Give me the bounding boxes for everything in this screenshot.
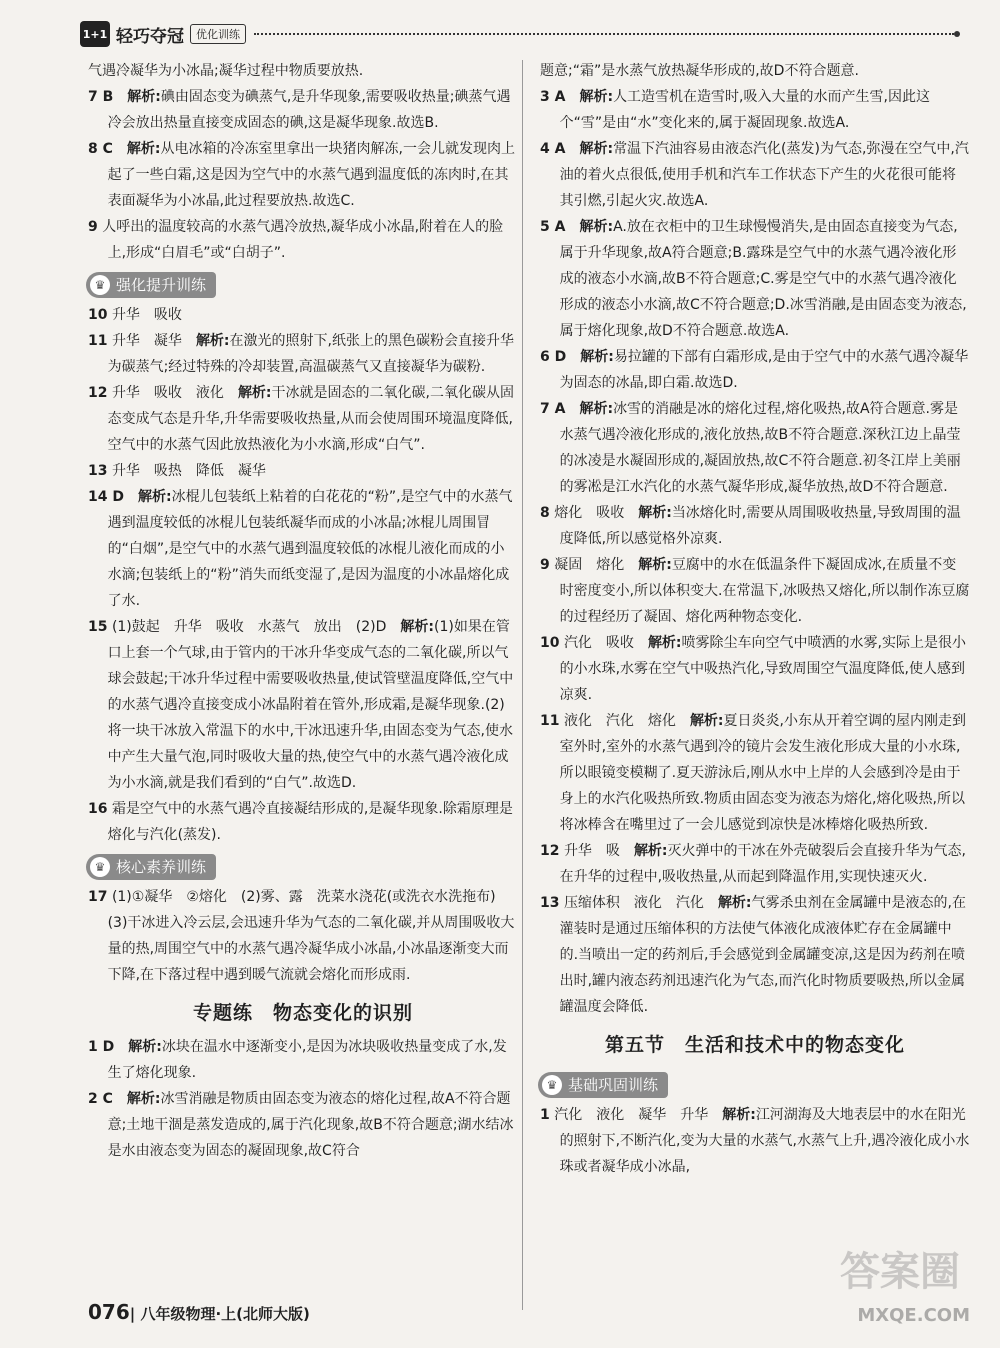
chapter-title-section5: 第五节 生活和技术中的物态变化: [604, 1034, 905, 1056]
book-title: 八年级物理·上(北师大版): [140, 1305, 310, 1323]
section-tag-basic: ♛ 基础巩固训练: [538, 1072, 668, 1098]
section-tag-strengthen: ♛ 强化提升训练: [86, 272, 216, 298]
special-answer-12: 12 升华 吸 解析:灭火弹中的干冰在外壳破裂后会直接升华为气态,在升华的过程中,吸收热量,从而起到降温作用,实现快速灭火.: [540, 843, 966, 885]
answer-15: 15 (1)鼓起 升华 吸收 水蒸气 放出 (2)D 解析:(1)如果在管口上套一个气球,由于管内的干冰升华变成气态的二氧化碳,所以气球会鼓起;干冰升华过程中需要吸收热量,使试管壁温度降低,空气中的水蒸气遇冷直接变成小冰晶附着在管外,形成霜,是凝华现象.(2)将一块干冰放入常温下的水中,干冰迅速升华,由固态变为气态,使水中产生大量气泡,同时吸收大量的热,使空气中的水蒸气遇冷液化成为小水滴,就是我们看到的“白气”.故选D.: [88, 619, 514, 791]
continued-text: 题意;“霜”是水蒸气放热凝华形成的,故D不符合题意.: [540, 63, 859, 79]
answer-13: 13 升华 吸热 降低 凝华: [88, 463, 266, 479]
answer-12: 12 升华 吸收 液化 解析:干冰就是固态的二氧化碳,二氧化碳从固态变成气态是升华,升华需要吸收热量,从而会使周围环境温度降低,空气中的水蒸气因此放热液化为小水滴,形成“白气”.: [88, 385, 514, 453]
right-column: [540, 58, 970, 1180]
left-column: [88, 58, 518, 1164]
special-answer-11: 11 液化 汽化 熔化 解析:夏日炎炎,小东从开着空调的屋内刚走到室外时,室外的水蒸气遇到冷的镜片会发生液化形成大量的小水珠,所以眼镜变模糊了.夏天游泳后,刚从水中上岸的人会感到冷是由于身上的水汽化吸热所致.物质由固态变为液态为熔化,熔化吸热,所以将冰棒含在嘴里过了一会儿感觉到凉快是冰棒熔化吸热所致.: [540, 713, 966, 833]
special-answer-9: 9 凝固 熔化 解析:豆腐中的水在低温条件下凝固成冰,在质量不变时密度变小,所以体积变大.在常温下,冰吸热又熔化,所以制作冻豆腐的过程经历了凝固、熔化两种物态变化.: [540, 557, 970, 625]
special-answer-8: 8 熔化 吸收 解析:当冰熔化时,需要从周围吸收热量,导致周围的温度降低,所以感觉格外凉爽.: [540, 505, 961, 547]
special-answer-1: 1 D 解析:冰块在温水中逐渐变小,是因为冰块吸收热量变成了水,发生了熔化现象.: [88, 1039, 507, 1081]
answer-17: 17 (1)①凝华 ②熔化 (2)雾、露 洗菜水浇花(或洗衣水洗拖布) (3)干冰进入冷云层,会迅速升华为气态的二氧化碳,并从周围吸收大量的热,周围空气中的水蒸气遇冷凝华成小冰晶,小冰晶逐渐变大而下降,在下落过程中遇到暖气流就会熔化而形成雨.: [88, 889, 515, 983]
crown-icon: ♛: [90, 275, 110, 295]
page-number: 076: [88, 1300, 130, 1324]
page-header: [80, 20, 960, 48]
special-answer-4: 4 A 解析:常温下汽油容易由液态汽化(蒸发)为气态,弥漫在空气中,汽油的着火点很低,使用手机和汽车工作状态下产生的火花很可能将其引燃,引起火灾.故选A.: [540, 141, 969, 209]
answer-14: 14 D 解析:冰棍儿包装纸上粘着的白花花的“粉”,是空气中的水蒸气遇到温度较低的冰棍儿包装纸凝华而成的小冰晶;冰棍儿周围冒的“白烟”,是空气中的水蒸气遇到温度较低的冰棍儿液化而成的小水滴;包装纸上的“粉”消失而纸变湿了,是因为温度的小冰晶熔化成了水.: [88, 489, 513, 609]
watermark-url: MXQE.COM: [857, 1305, 970, 1326]
header-rule: [254, 33, 954, 35]
continued-text: 气遇冷凝华为小冰晶;凝华过程中物质要放热.: [88, 63, 364, 79]
answer-8: 8 C 解析:从电冰箱的冷冻室里拿出一块猪肉解冻,一会儿就发现肉上起了一些白霜,这是因为空气中的水蒸气遇到温度低的冻肉时,在其表面凝华为小冰晶,此过程要放热.故选C.: [88, 141, 515, 209]
answer-7: 7 B 解析:碘由固态变为碘蒸气,是升华现象,需要吸收热量;碘蒸气遇冷会放出热量直接变成固态的碘,这是凝华现象.故选B.: [88, 89, 511, 131]
brand-name: 轻巧夺冠: [116, 26, 184, 47]
answer-9: 9 人呼出的温度较高的水蒸气遇冷放热,凝华成小冰晶,附着在人的脸上,形成“白眉毛”或“白胡子”.: [88, 219, 504, 261]
brand-logo-icon: 1+1: [80, 21, 110, 47]
header-dot: [954, 31, 960, 37]
special-answer-5: 5 A 解析:A.放在衣柜中的卫生球慢慢消失,是由固态直接变为气态,属于升华现象,故A符合题意;B.露珠是空气中的水蒸气遇冷液化形成的液态小水滴,故B不符合题意;C.雾是空气中的水蒸气遇冷液化形成的液态小水滴,故C不符合题意;D.冰雪消融,是由固态变为液态,属于熔化现象,故D不符合题意.故选A.: [540, 219, 967, 339]
brand-subtitle: 优化训练: [190, 24, 246, 44]
answer-10: 10 升华 吸收: [88, 307, 182, 323]
crown-icon: ♛: [90, 857, 110, 877]
page-footer: 076| 八年级物理·上(北师大版): [88, 1300, 310, 1324]
special-answer-6: 6 D 解析:易拉罐的下部有白霜形成,是由于空气中的水蒸气遇冷凝华为固态的冰晶,即白霜.故选D.: [540, 349, 969, 391]
watermark-logo: 答案圈: [840, 1249, 960, 1295]
answer-11: 11 升华 凝华 解析:在激光的照射下,纸张上的黑色碳粉会直接升华为碳蒸气;经过特殊的冷却装置,高温碳蒸气又直接凝华为碳粉.: [88, 333, 514, 375]
special-answer-13: 13 压缩体积 液化 汽化 解析:气雾杀虫剂在金属罐中是液态的,在灌装时是通过压缩体积的方法使气体液化成液体贮存在金属罐中的.当喷出一定的药剂后,手会感觉到金属罐变凉,这是因为药剂在喷出时,罐内液态药剂迅速汽化为气态,而汽化时物质要吸热,所以金属罐温度会降低.: [540, 895, 966, 1015]
section-tag-core: ♛ 核心素养训练: [86, 854, 216, 880]
special-answer-3: 3 A 解析:人工造雪机在造雪时,吸入大量的水而产生雪,因此这个“雪”是由“水”变化来的,属于凝固现象.故选A.: [540, 89, 930, 131]
chapter-title-special: 专题练 物态变化的识别: [192, 1002, 413, 1024]
answer-16: 16 霜是空气中的水蒸气遇冷直接凝结形成的,是凝华现象.除霜原理是熔化与汽化(蒸发).: [88, 801, 513, 843]
column-divider: [522, 60, 523, 1310]
crown-icon: ♛: [542, 1075, 562, 1095]
basic-answer-1: 1 汽化 液化 凝华 升华 解析:江河湖海及大地表层中的水在阳光的照射下,不断汽化,变为大量的水蒸气,水蒸气上升,遇冷液化成小水珠或者凝华成小冰晶,: [540, 1107, 970, 1175]
special-answer-10: 10 汽化 吸收 解析:喷雾除尘车向空气中喷洒的水雾,实际上是很小的小水珠,水雾在空气中吸热汽化,导致周围空气温度降低,使人感到凉爽.: [540, 635, 966, 703]
special-answer-2: 2 C 解析:冰雪消融是物质由固态变为液态的熔化过程,故A不符合题意;土地干涸是蒸发造成的,属于汽化现象,故B不符合题意;湖水结冰是水由液态变为固态的凝固现象,故C符合: [88, 1091, 514, 1159]
special-answer-7: 7 A 解析:冰雪的消融是冰的熔化过程,熔化吸热,故A符合题意.雾是水蒸气遇冷液化形成的,液化放热,故B不符合题意.深秋江边上晶莹的冰凌是水凝固形成的,凝固放热,故C不符合题意.初冬江岸上美丽的雾凇是江水汽化的水蒸气凝华形成,凝华放热,故D不符合题意.: [540, 401, 961, 495]
